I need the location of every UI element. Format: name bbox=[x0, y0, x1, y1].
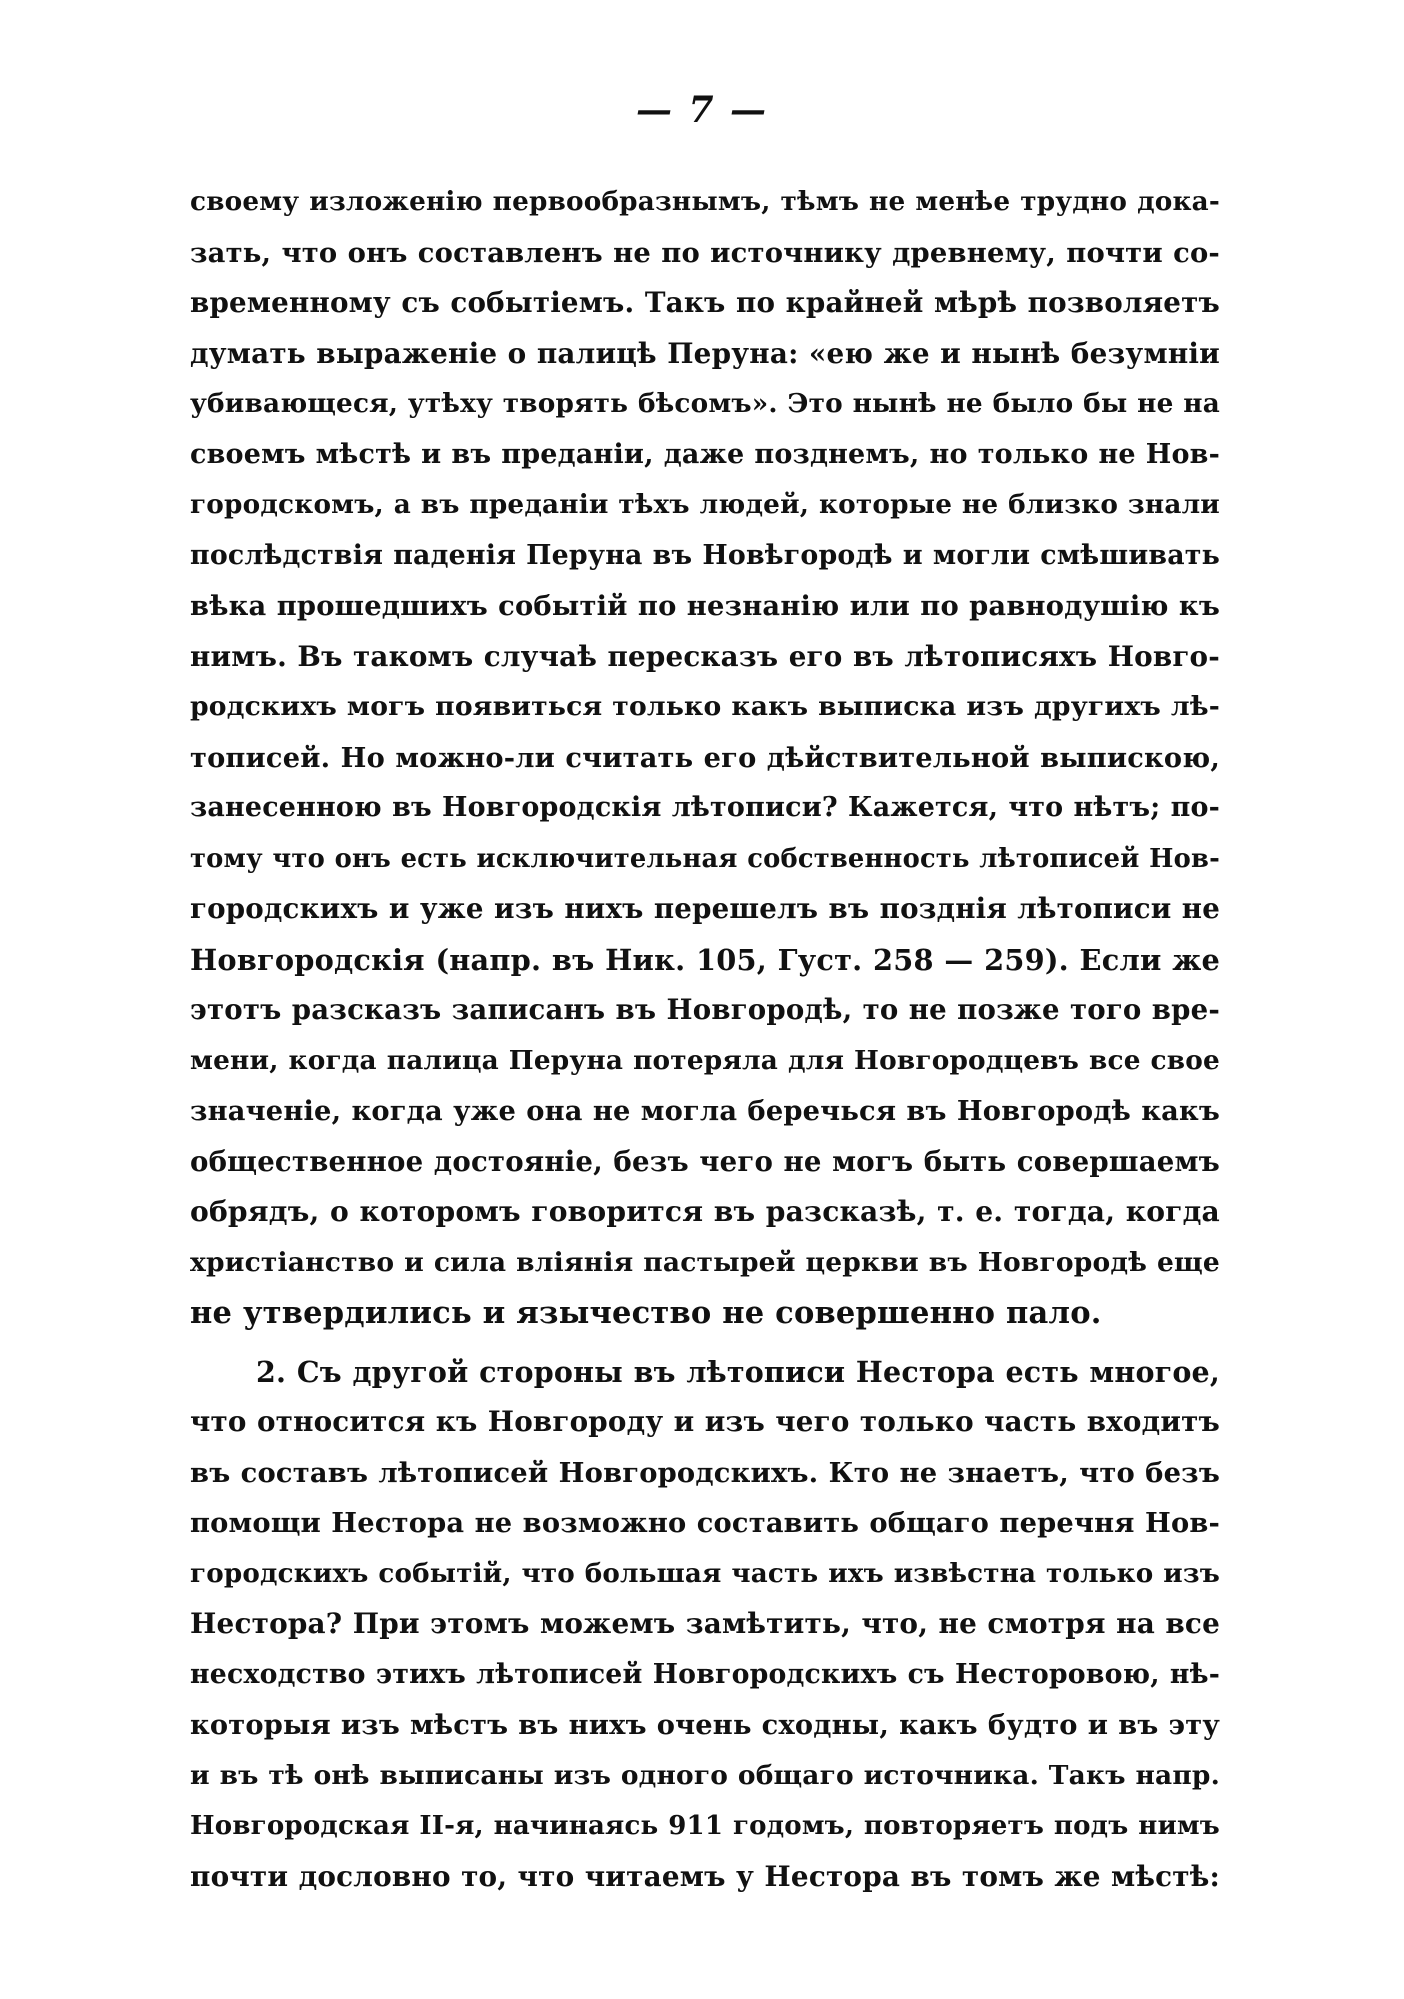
text-line: городскихъ событій, что большая часть ихъ извѣстна только изъ bbox=[190, 1557, 1220, 1589]
text-line: несходство этихъ лѣтописей Новгородскихъ съ Несторовою, нѣ- bbox=[190, 1658, 1220, 1690]
text-line: значеніе, когда уже она не могла беречься въ Новгородѣ какъ bbox=[190, 1095, 1220, 1127]
text-line: своему изложенію первообразнымъ, тѣмъ не менѣе трудно дока- bbox=[190, 186, 1220, 217]
text-line: Новгородскія (напр. въ Ник. 105, Густ. 258 — 259). Если же bbox=[190, 942, 1220, 977]
page-number: — 7 — bbox=[635, 89, 769, 131]
text-line: зать, что онъ составленъ не по источнику древнему, почти со- bbox=[190, 236, 1220, 269]
paragraph-2 bbox=[190, 1347, 1220, 1903]
text-line: родскихъ могъ появиться только какъ выписка изъ другихъ лѣ- bbox=[190, 691, 1220, 722]
text-line: думать выраженіе о палицѣ Перуна: «ею же и нынѣ безумніи bbox=[190, 336, 1220, 370]
text-line: общественное достояніе, безъ чего не могъ быть совершаемъ bbox=[190, 1144, 1220, 1178]
text-line: послѣдствія паденія Перуна въ Новѣгородѣ и могли смѣшивать bbox=[190, 539, 1220, 571]
text-line: вѣка прошедшихъ событій по незнанію или по равнодушію къ bbox=[190, 590, 1220, 622]
paragraph-gap bbox=[190, 1339, 1220, 1347]
text-line: которыя изъ мѣстъ въ нихъ очень сходны, какъ будто и въ эту bbox=[190, 1709, 1220, 1741]
text-line: обрядъ, о которомъ говорится въ разсказѣ, т. е. тогда, когда bbox=[190, 1195, 1220, 1228]
text-line: нимъ. Въ такомъ случаѣ пересказъ его въ лѣтописяхъ Новго- bbox=[190, 639, 1220, 673]
text-line: Нестора? При этомъ можемъ замѣтить, что, не смотря на все bbox=[190, 1607, 1220, 1640]
text-line: этотъ разсказъ записанъ въ Новгородѣ, то не позже того вре- bbox=[190, 993, 1220, 1026]
text-line: не утвердились и язычество не совершенно пало. bbox=[190, 1295, 1102, 1331]
text-line: своемъ мѣстѣ и въ преданіи, даже позднемъ, но только не Нов- bbox=[190, 438, 1220, 470]
text-line: тому что онъ есть исключительная собственность лѣтописей Нов- bbox=[190, 843, 1220, 874]
text-line: христіанство и сила вліянія пастырей церкви въ Новгородѣ еще bbox=[190, 1246, 1220, 1278]
text-line: и въ тѣ онѣ выписаны изъ одного общаго источника. Такъ напр. bbox=[190, 1759, 1220, 1791]
text-line: помощи Нестора не возможно составить общаго перечня Нов- bbox=[190, 1507, 1220, 1539]
text-line: тописей. Но можно-ли считать его дѣйствительной выпискою, bbox=[190, 741, 1220, 774]
text-line: Новгородская II-я, начинаясь 911 годомъ, повторяетъ подъ нимъ bbox=[190, 1811, 1220, 1841]
text-line: что относится къ Новгороду и изъ чего только часть входитъ bbox=[190, 1405, 1220, 1438]
text-line: почти дословно то, что читаемъ у Нестора въ томъ же мѣстѣ: bbox=[190, 1859, 1220, 1893]
body-text bbox=[190, 177, 1220, 1902]
text-line: занесенною въ Новгородскія лѣтописи? Кажется, что нѣтъ; по- bbox=[190, 792, 1220, 823]
paragraph-1 bbox=[190, 177, 1220, 1339]
text-line: городскомъ, а въ преданіи тѣхъ людей, которые не близко знали bbox=[190, 489, 1220, 520]
text-line: въ составъ лѣтописей Новгородскихъ. Кто не знаетъ, что безъ bbox=[190, 1456, 1220, 1489]
text-line: 2. Съ другой стороны въ лѣтописи Нестора есть многое, bbox=[256, 1354, 1220, 1389]
text-line: временному съ событіемъ. Такъ по крайней мѣрѣ позволяетъ bbox=[190, 286, 1220, 319]
text-line: мени, когда палица Перуна потеряла для Новгородцевъ все свое bbox=[190, 1044, 1220, 1076]
text-line: убивающеся, утѣху творять бѣсомъ». Это нынѣ не было бы не на bbox=[190, 388, 1220, 419]
text-line: городскихъ и уже изъ нихъ перешелъ въ позднія лѣтописи не bbox=[190, 892, 1220, 925]
